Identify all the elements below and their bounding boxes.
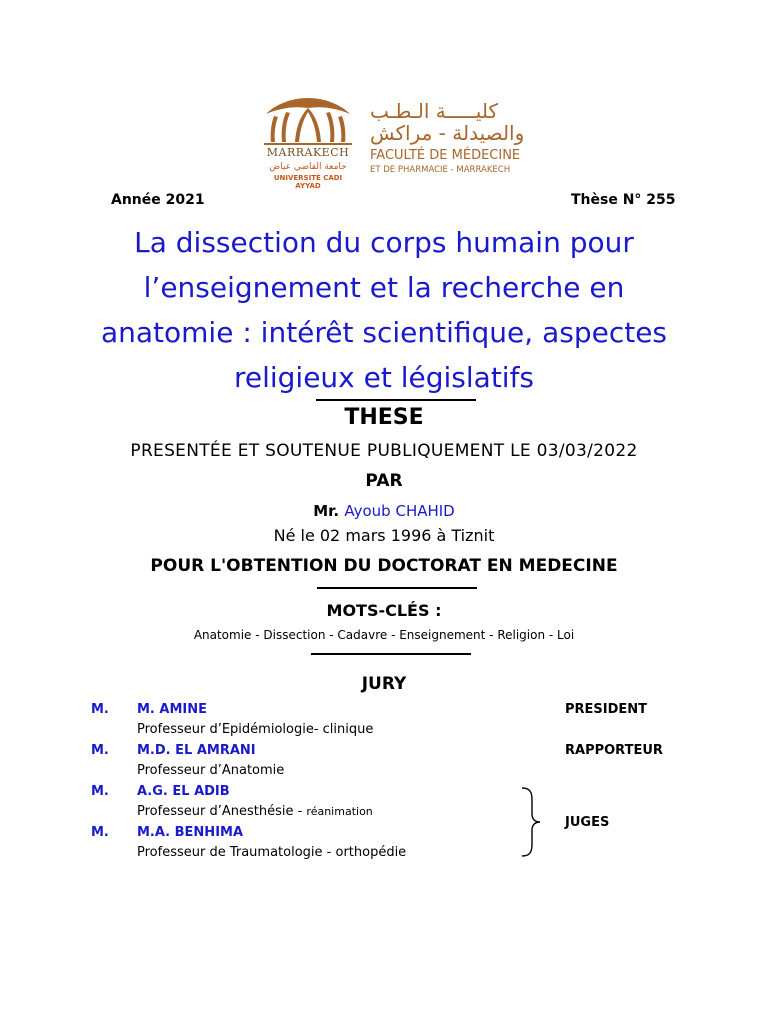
jury-role-main: Professeur d’Anesthésie - (137, 804, 307, 819)
faculty-french-line2: ET DE PHARMACIE - MARRAKECH (370, 165, 511, 175)
divider (316, 399, 476, 401)
jury-function: RAPPORTEUR (565, 743, 663, 758)
faculty-arabic-line1: كليـــــة الـطـب (370, 99, 498, 123)
jury-role (137, 804, 373, 819)
jury-role: Professeur d’Epidémiologie- clinique (137, 722, 374, 737)
jury-role: Professeur d’Anatomie (137, 763, 285, 778)
jury-civility: M. (91, 702, 109, 717)
faculty-arabic-line2: والصيدلة - مراكش (370, 121, 525, 145)
jury-name: M. AMINE (137, 702, 207, 717)
presentation-date: PRESENTÉE ET SOUTENUE PUBLIQUEMENT LE 03/03/2022 (130, 441, 638, 461)
thesis-title-line: La dissection du corps humain pour (134, 226, 634, 259)
thesis-year: Année 2021 (111, 192, 205, 208)
candidate-prefix: Mr. (313, 502, 340, 520)
candidate-name: Ayoub CHAHID (344, 502, 455, 520)
logo-city-text: MARRAKECH (266, 146, 350, 159)
jury-name: M.D. EL AMRANI (137, 743, 256, 758)
thesis-title (84, 220, 684, 400)
jury-title: JURY (361, 674, 407, 694)
logo-university-text: UNIVERSITÉ CADI AYYAD (273, 174, 343, 190)
jury-civility: M. (91, 825, 109, 840)
judges-label: JUGES (565, 815, 610, 830)
faculty-name-block (370, 100, 570, 175)
university-logo (262, 96, 382, 192)
degree-statement: POUR L'OBTENTION DU DOCTORAT EN MEDECINE (150, 556, 618, 576)
jury-civility: M. (91, 743, 109, 758)
jury-name: A.G. EL ADIB (137, 784, 230, 799)
jury-civility: M. (91, 784, 109, 799)
candidate-birth: Né le 02 mars 1996 à Tiznit (273, 526, 495, 545)
faculty-french-line1: FACULTÉ DE MÉDECINE (370, 148, 521, 163)
logo-arabic-text: جامعة القاضي عياض (269, 162, 347, 172)
thesis-title-line: anatomie : intérêt scientifique, aspectes (100, 316, 668, 349)
jury-role: Professeur de Traumatologie - orthopédie (137, 845, 407, 860)
thesis-title-line: religieux et législatifs (233, 361, 535, 394)
keywords-title: MOTS-CLÉS : (326, 601, 442, 620)
thesis-title-line: l’enseignement et la recherche en (143, 271, 625, 304)
candidate (0, 502, 768, 520)
keywords-list: Anatomie - Dissection - Cadavre - Enseignement - Religion - Loi (193, 628, 575, 642)
jury-function: PRESIDENT (565, 702, 648, 717)
curly-brace-icon (518, 786, 548, 858)
divider (317, 587, 477, 589)
divider (311, 653, 471, 655)
par-label: PAR (365, 471, 403, 491)
thesis-number: Thèse N° 255 (571, 192, 676, 208)
jury-role-small: réanimation (306, 805, 373, 818)
logo-emblem-icon (262, 96, 354, 148)
these-heading: THESE (344, 405, 424, 430)
jury-name: M.A. BENHIMA (137, 825, 244, 840)
